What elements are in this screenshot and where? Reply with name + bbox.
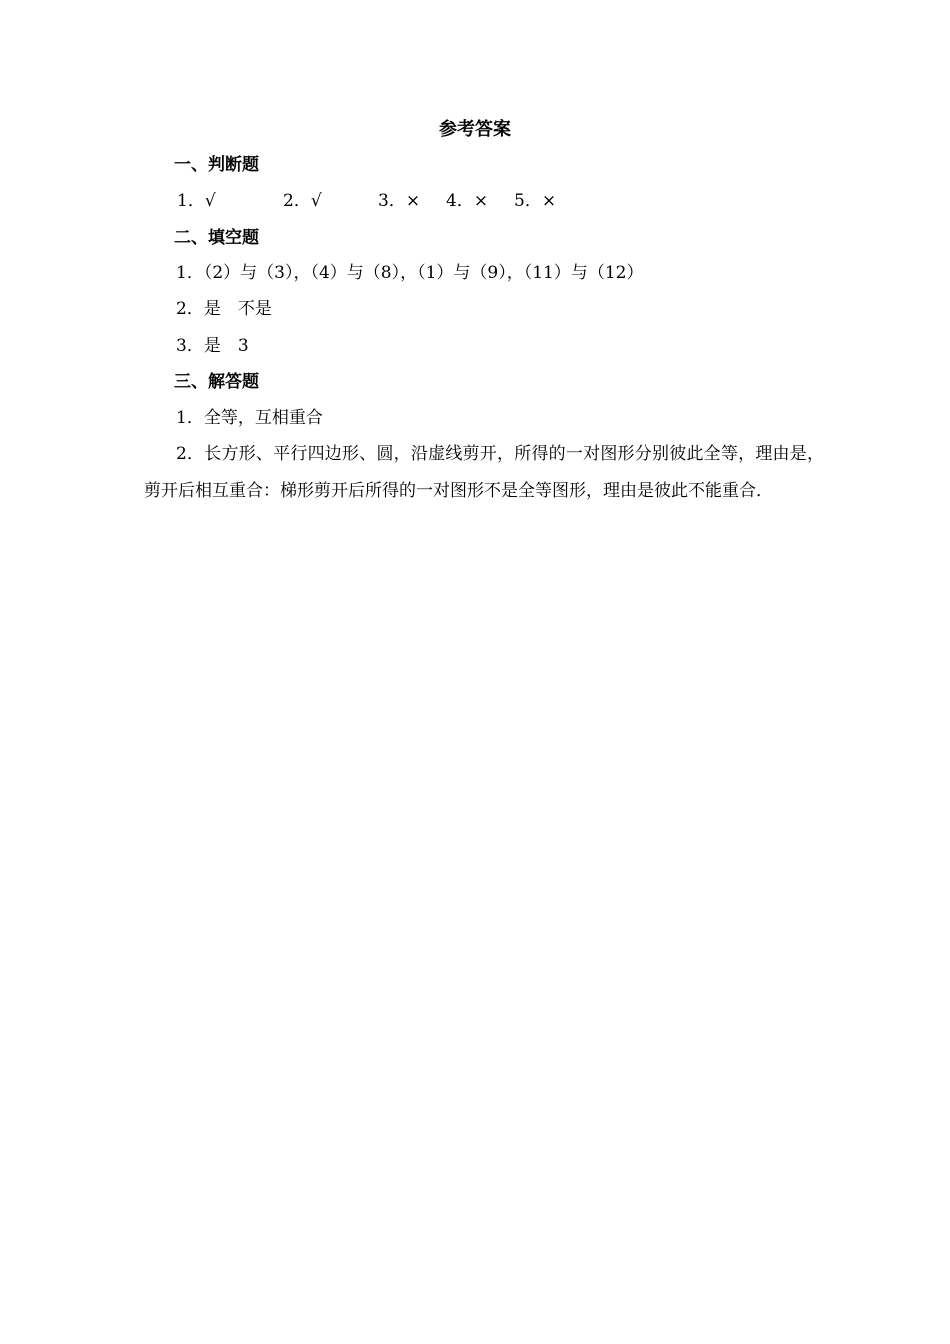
fill-answer-3: 3．是 3	[176, 336, 249, 356]
judge-answer-4: 4．×	[446, 191, 489, 211]
judge-answer-2: 2．√	[283, 191, 322, 211]
section-heading-answer: 三、解答题	[174, 372, 259, 392]
section-heading-fill: 二、填空题	[174, 228, 259, 248]
page-title: 参考答案	[439, 119, 511, 140]
solution-answer-1: 1．全等，互相重合	[176, 408, 323, 428]
judge-answer-1: 1．√	[177, 191, 216, 211]
section-heading-judge: 一、判断题	[174, 155, 259, 175]
fill-answer-1: 1．（2）与（3），（4）与（8），（1）与（9），（11）与（12）	[176, 263, 644, 283]
fill-answer-2: 2．是 不是	[176, 299, 272, 319]
judge-answer-3: 3．×	[378, 191, 421, 211]
solution-answer-2: 2．长方形、平行四边形、圆，沿虚线剪开，所得的一对图形分别彼此全等，理由是，剪开后相互重合：梯形剪开后所得的一对图形不是全等图形，理由是彼此不能重合．	[144, 444, 824, 501]
judge-answer-5: 5．×	[514, 191, 557, 211]
